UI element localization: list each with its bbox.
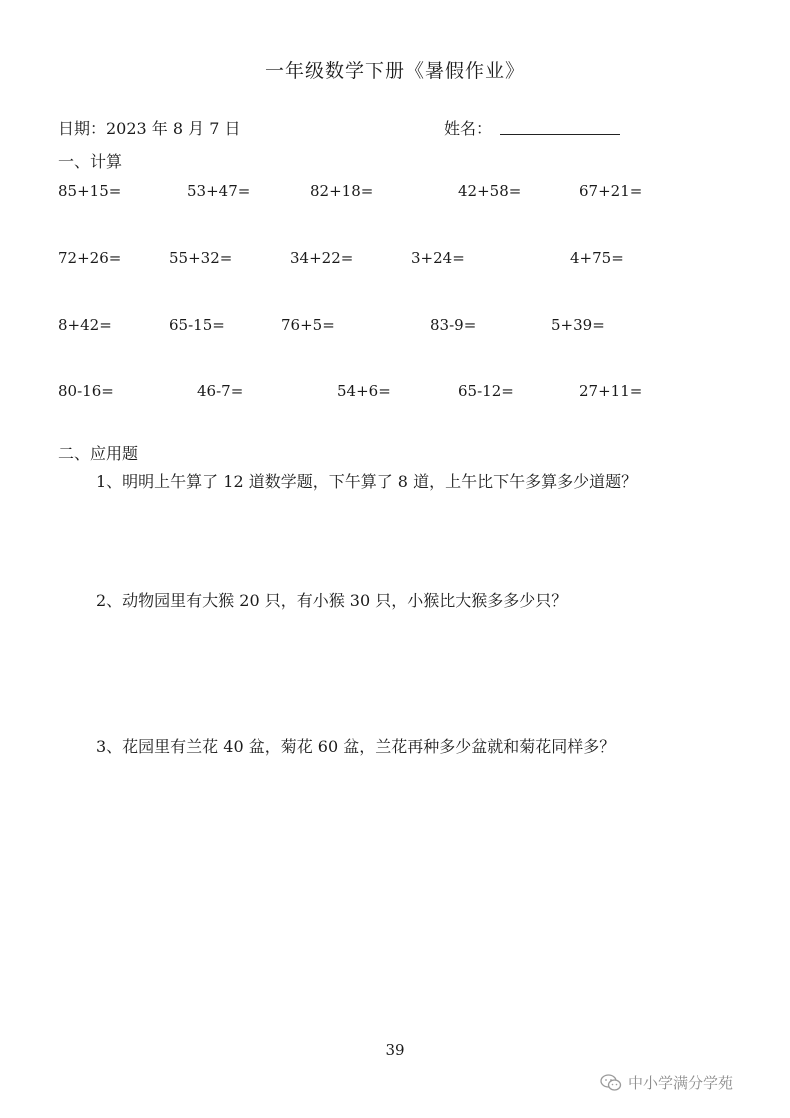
calc-problem: 65-12= bbox=[458, 382, 514, 400]
word-problem: 2、动物园里有大猴 20 只，有小猴 30 只，小猴比大猴多多少只？ bbox=[96, 591, 568, 610]
calc-problem: 80-16= bbox=[58, 382, 114, 400]
word-problem: 1、明明上午算了 12 道数学题，下午算了 8 道，上午比下午多算多少道题？ bbox=[96, 472, 638, 491]
wechat-icon bbox=[600, 1074, 622, 1092]
section-calculation-heading: 一、计算 bbox=[58, 152, 123, 171]
calc-problem: 5+39= bbox=[551, 316, 605, 334]
calc-problem: 82+18= bbox=[310, 182, 374, 200]
calc-problem: 55+32= bbox=[169, 249, 233, 267]
calc-problem: 42+58= bbox=[458, 182, 522, 200]
word-problem: 3、花园里有兰花 40 盆，菊花 60 盆，兰花再种多少盆就和菊花同样多？ bbox=[96, 737, 616, 756]
name-blank-line[interactable] bbox=[500, 134, 620, 135]
calc-problem: 3+24= bbox=[411, 249, 465, 267]
calc-problem: 46-7= bbox=[197, 382, 244, 400]
calc-problem: 8+42= bbox=[58, 316, 112, 334]
calc-problem: 4+75= bbox=[570, 249, 624, 267]
calc-problem: 72+26= bbox=[58, 249, 122, 267]
calc-problem: 54+6= bbox=[337, 382, 391, 400]
calc-problem: 65-15= bbox=[169, 316, 225, 334]
date-label: 日期：2023 年 8 月 7 日 bbox=[58, 119, 241, 138]
calc-problem: 76+5= bbox=[281, 316, 335, 334]
calc-problem: 67+21= bbox=[579, 182, 643, 200]
page-title: 一年级数学下册《暑假作业》 bbox=[264, 60, 525, 82]
calc-problem: 27+11= bbox=[579, 382, 643, 400]
watermark bbox=[600, 1072, 733, 1093]
watermark-text: 中小学满分学苑 bbox=[628, 1074, 734, 1092]
name-label: 姓名： bbox=[444, 119, 493, 138]
calc-problem: 83-9= bbox=[430, 316, 477, 334]
section-word-problems-heading: 二、应用题 bbox=[58, 444, 139, 463]
calc-problem: 53+47= bbox=[187, 182, 251, 200]
calc-problem: 85+15= bbox=[58, 182, 122, 200]
calc-problem: 34+22= bbox=[290, 249, 354, 267]
page-number: 39 bbox=[385, 1041, 405, 1059]
